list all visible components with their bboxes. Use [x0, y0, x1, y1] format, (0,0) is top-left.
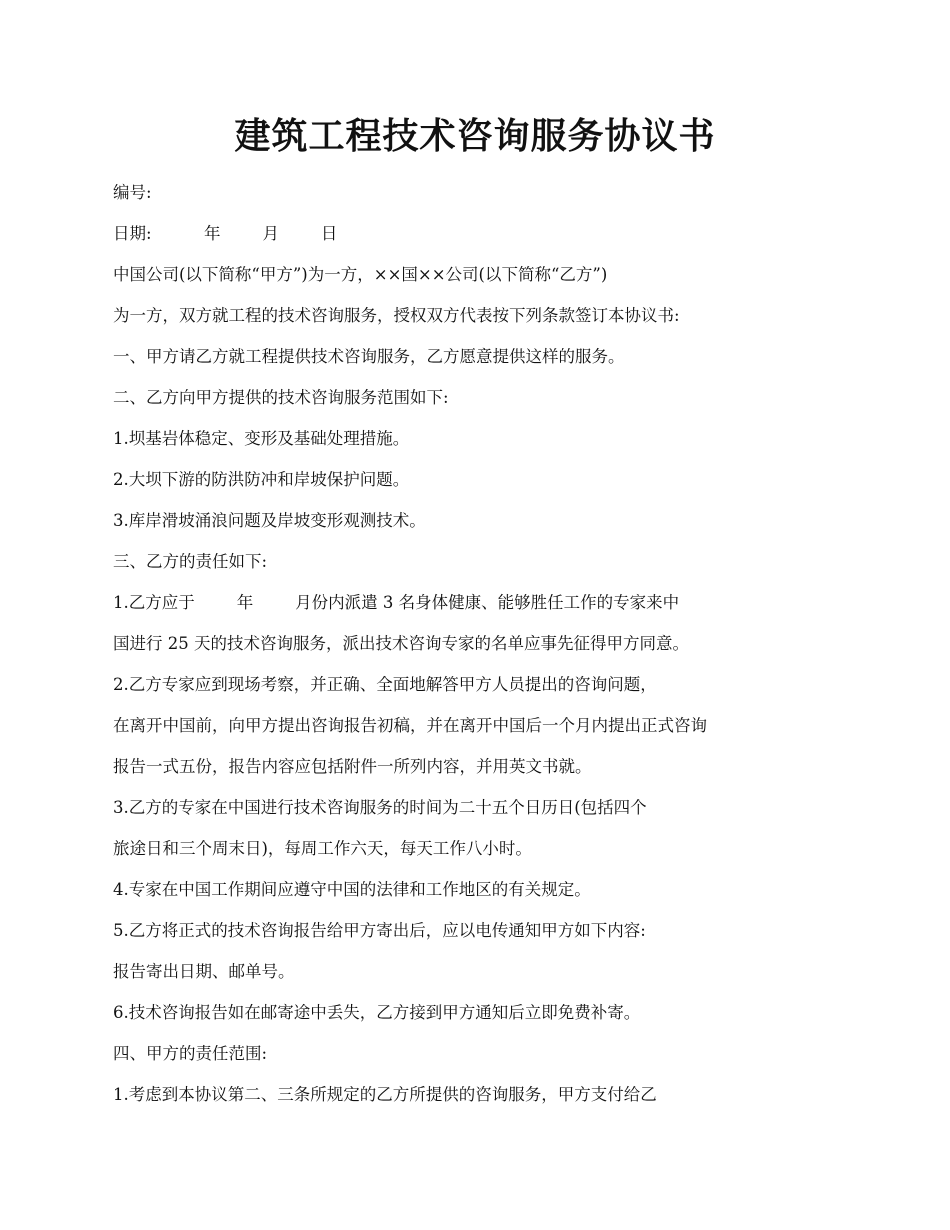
document-line: 旅途日和三个周末日)，每周工作六天，每天工作八小时。 — [113, 839, 532, 858]
document-line: 1.乙方应于 年 月份内派遣 3 名身体健康、能够胜任工作的专家来中 — [113, 593, 680, 612]
document-line: 3.乙方的专家在中国进行技术咨询服务的时间为二十五个日历日(包括四个 — [113, 798, 647, 817]
document-line: 四、甲方的责任范围: — [113, 1044, 268, 1063]
document-line: 报告一式五份，报告内容应包括附件一所列内容，并用英文书就。 — [113, 757, 592, 776]
document-line: 为一方，双方就工程的技术咨询服务，授权双方代表按下列条款签订本协议书: — [113, 306, 680, 325]
document-line: 6.技术咨询报告如在邮寄途中丢失，乙方接到甲方通知后立即免费补寄。 — [113, 1003, 641, 1022]
document-line: 三、乙方的责任如下: — [113, 552, 268, 571]
document-line: 编号: — [113, 183, 152, 202]
document-line: 2.大坝下游的防洪防冲和岸坡保护问题。 — [113, 470, 410, 489]
document-line: 报告寄出日期、邮单号。 — [113, 962, 295, 981]
document-line: 4.专家在中国工作期间应遵守中国的法律和工作地区的有关规定。 — [113, 880, 591, 899]
document-line: 二、乙方向甲方提供的技术咨询服务范围如下: — [113, 388, 449, 407]
document-line: 一、甲方请乙方就工程提供技术咨询服务，乙方愿意提供这样的服务。 — [113, 347, 625, 366]
document-title: 建筑工程技术咨询服务协议书 — [234, 115, 716, 157]
document-line: 在离开中国前，向甲方提出咨询报告初稿，并在离开中国后一个月内提出正式咨询 — [113, 716, 707, 735]
document-body — [113, 177, 813, 1120]
document-line: 1.坝基岩体稳定、变形及基础处理措施。 — [113, 429, 410, 448]
document-line: 3.库岸滑坡涌浪问题及岸坡变形观测技术。 — [113, 511, 426, 530]
document-line: 5.乙方将正式的技术咨询报告给甲方寄出后，应以电传通知甲方如下内容: — [113, 921, 646, 940]
document-line: 国进行 25 天的技术咨询服务，派出技术咨询专家的名单应事先征得甲方同意。 — [113, 634, 689, 653]
document-line: 日期: 年 月 日 — [113, 224, 338, 243]
document-line: 中国公司(以下简称“甲方”)为一方，××国××公司(以下简称“乙方”) — [113, 265, 608, 284]
document-line: 1.考虑到本协议第二、三条所规定的乙方所提供的咨询服务，甲方支付给乙 — [113, 1085, 657, 1104]
document-line: 2.乙方专家应到现场考察，并正确、全面地解答甲方人员提出的咨询问题， — [113, 675, 657, 694]
